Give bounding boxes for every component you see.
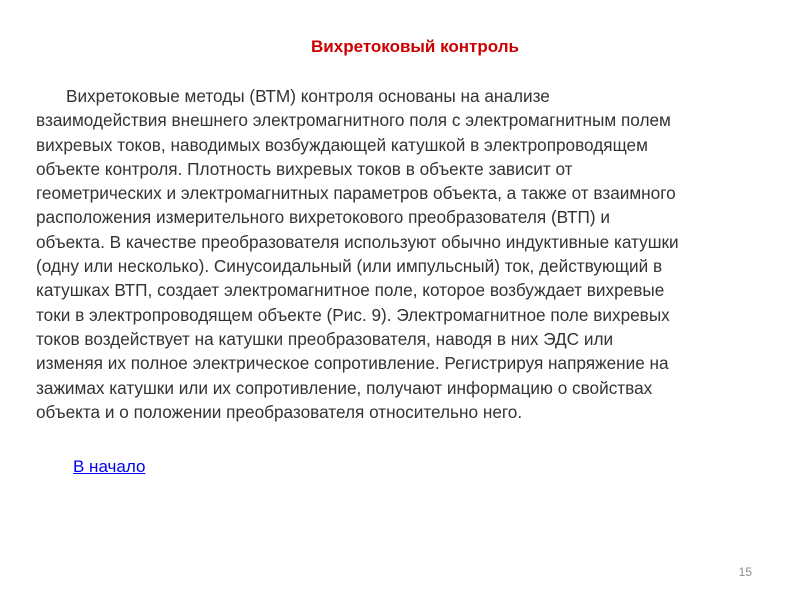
body-line: объекта. В качестве преобразователя используют обычно индуктивные катушки bbox=[36, 231, 679, 252]
body-line: изменяя их полное электрическое сопротивление. Регистрируя напряжение на bbox=[36, 353, 669, 374]
body-line: зажимах катушки или их сопротивление, получают информацию о свойствах bbox=[36, 377, 653, 398]
body-line: токов воздействует на катушки преобразователя, наводя в них ЭДС или bbox=[36, 328, 614, 349]
body-line: геометрических и электромагнитных параметров объекта, а также от взаимного bbox=[36, 183, 676, 204]
body-line: токи в электропроводящем объекте (Рис. 9). Электромагнитное поле вихревых bbox=[36, 304, 670, 325]
body-line: взаимодействия внешнего электромагнитного поля с электромагнитным полем bbox=[36, 110, 671, 131]
body-paragraph bbox=[36, 84, 776, 424]
body-line: объекта и о положении преобразователя относительно него. bbox=[36, 401, 523, 422]
body-line: Вихретоковые методы (ВТМ) контроля основаны на анализе bbox=[66, 86, 550, 106]
slide-title: Вихретоковый контроль bbox=[311, 37, 519, 56]
body-line: расположения измерительного вихретокового преобразователя (ВТП) и bbox=[36, 207, 610, 228]
body-line: катушках ВТП, создает электромагнитное поле, которое возбуждает вихревые bbox=[36, 280, 665, 301]
page-number: 15 bbox=[738, 565, 752, 579]
body-line: (одну или несколько). Синусоидальный (или импульсный) ток, действующий в bbox=[36, 256, 663, 277]
back-to-start-link[interactable]: В начало bbox=[73, 457, 146, 476]
body-line: объекте контроля. Плотность вихревых токов в объекте зависит от bbox=[36, 158, 573, 179]
body-line: вихревых токов, наводимых возбуждающей катушкой в электропроводящем bbox=[36, 134, 648, 155]
